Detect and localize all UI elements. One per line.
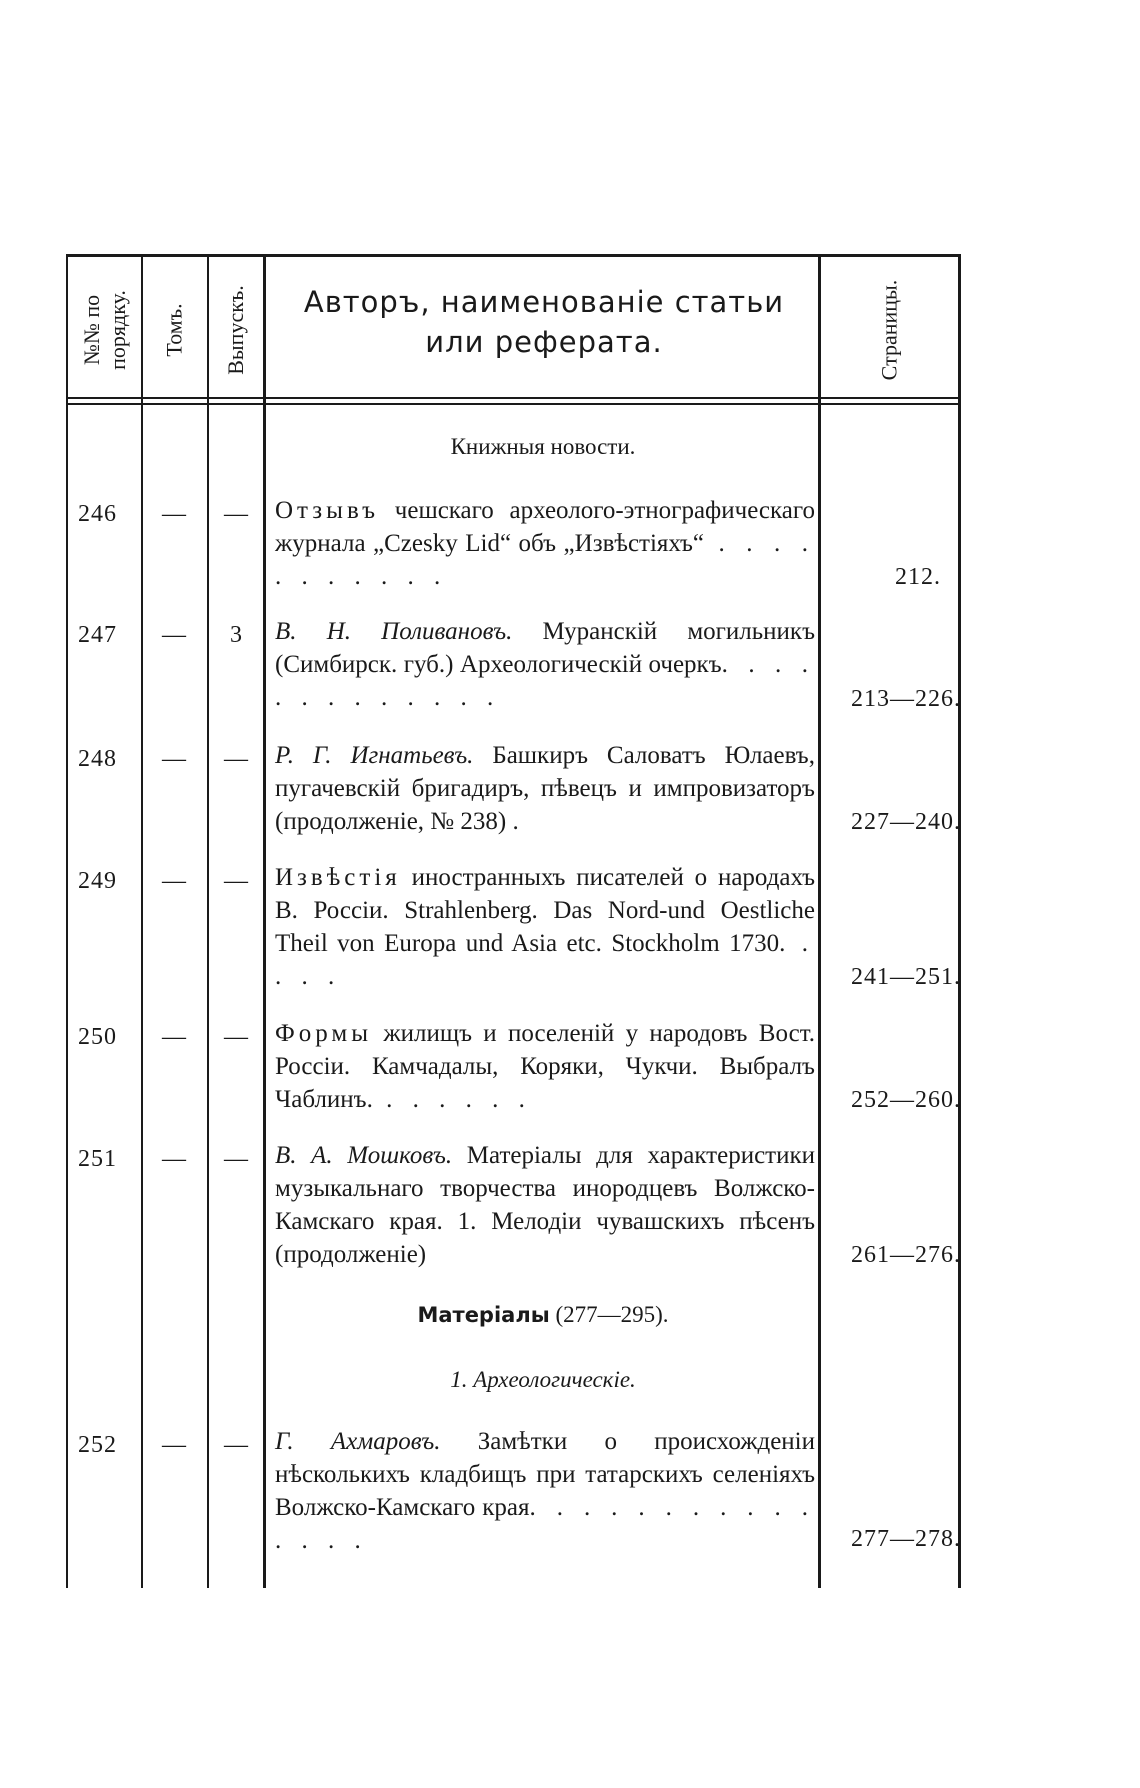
entry-pages: 252—260. <box>851 1087 961 1113</box>
entry-number: 252 <box>78 1432 117 1458</box>
entry-lead: Извѣстія <box>275 864 401 891</box>
entry-issue: — <box>224 1146 248 1172</box>
entry-issue: — <box>224 746 248 772</box>
entry-text <box>275 1139 815 1271</box>
entry-body: Замѣтки о происхожденіи нѣсколькихъ кладбищъ при татарскихъ селеніяхъ Волжско-Камскаго края <box>275 1428 815 1521</box>
entry-pages: 227—240. <box>851 809 961 835</box>
entry-dots: . . . . . . <box>372 1086 532 1113</box>
table-top-rule <box>66 254 961 257</box>
entry-volume: — <box>162 1432 186 1458</box>
entry-volume: — <box>162 501 186 527</box>
entry-text <box>275 739 815 838</box>
column-rule-1 <box>141 254 143 1588</box>
entry-issue: — <box>224 1024 248 1050</box>
entry-text <box>275 1017 815 1116</box>
entry-body: Матеріалы для характеристики музыкальнаго творчества инородцевъ Волжско-Камскаго края. 1. Мелодіи чувашскихъ пѣсенъ (продолженіе) <box>275 1142 815 1268</box>
entry-dots: . <box>506 808 519 835</box>
entry-number: 248 <box>78 746 117 772</box>
entry-pages: 213—226. <box>851 686 961 712</box>
entry-issue: — <box>224 868 248 894</box>
contents-table <box>66 254 961 1588</box>
entry-number: 249 <box>78 868 117 894</box>
entry-dots: . . . . . . . . . . . . . . . <box>275 1494 815 1554</box>
column-rule-2 <box>207 254 209 1588</box>
entry-pages: 277—278. <box>851 1526 961 1552</box>
entry-body: жилищъ и поселеній у народовъ Вост. Россіи. Камчадалы, Коряки, Чукчи. Выбралъ Чаблинъ. <box>275 1020 815 1113</box>
entry-issue: — <box>224 501 248 527</box>
header-volume: Томъ. <box>161 303 187 357</box>
section-materials <box>266 1302 820 1328</box>
entry-body: иностранныхъ писателей о народахъ В. Россіи. Strahlenberg. Das Nord-und Oestliche Theil von Europa und Asia etc. Stockholm 1730. <box>275 864 815 957</box>
column-rule-left <box>66 254 68 1588</box>
entry-pages: 212. <box>895 564 941 590</box>
entry-author: Г. Ахмаровъ. <box>275 1428 441 1455</box>
entry-number: 250 <box>78 1024 117 1050</box>
header-number: №№ по порядку. <box>78 290 130 370</box>
entry-volume: — <box>162 746 186 772</box>
entry-author: В. Н. Поливановъ. <box>275 618 513 645</box>
entry-body: Башкиръ Саловатъ Юлаевъ, пугачевскій бригадиръ, пѣвецъ и импровизаторъ (продолженіе, № 238) <box>275 742 815 835</box>
entry-text <box>275 861 815 993</box>
entry-dots: . . . . . . . . . . . <box>275 530 816 590</box>
entry-volume: — <box>162 622 186 648</box>
entry-number: 251 <box>78 1146 117 1172</box>
entry-lead: Отзывъ <box>275 497 380 524</box>
header-issue: Выпускъ. <box>223 285 248 375</box>
entry-dots: . . . . <box>275 930 815 990</box>
header-pages: Страницы. <box>876 279 902 381</box>
section-materials-title: Матеріалы <box>417 1303 550 1327</box>
header-title: Авторъ, наименованіе статьи или реферата. <box>303 285 785 359</box>
entry-text <box>275 494 815 593</box>
header-rule-2 <box>66 403 961 405</box>
entry-lead: Формы <box>275 1020 372 1047</box>
entry-volume: — <box>162 1024 186 1050</box>
entry-issue: — <box>224 1432 248 1458</box>
entry-number: 247 <box>78 622 117 648</box>
entry-pages: 241—251. <box>851 964 961 990</box>
section-book-news: Книжныя новости. <box>450 434 636 459</box>
entry-number: 246 <box>78 501 117 527</box>
entry-volume: — <box>162 868 186 894</box>
section-archaeological: 1. Археологическіе. <box>450 1367 636 1392</box>
entry-text <box>275 615 815 714</box>
entry-body: чешскаго археолого-этнографическаго журнала „Czesky Lid“ объ „Извѣстіяхъ“ <box>275 497 815 557</box>
section-materials-range: (277—295). <box>555 1302 669 1327</box>
entry-author: Р. Г. Игнатьевъ. <box>275 742 474 769</box>
entry-dots: . . . . . . . . . . . . . <box>275 651 815 711</box>
entry-body: Муранскій могильникъ (Симбирск. губ.) Археологическій очеркъ <box>275 618 815 678</box>
entry-pages: 261—276. <box>851 1242 961 1268</box>
entry-volume: — <box>162 1146 186 1172</box>
entry-issue: 3 <box>230 622 242 648</box>
entry-author: В. А. Мошковъ. <box>275 1142 453 1169</box>
entry-text <box>275 1425 815 1557</box>
column-rule-right <box>958 254 961 1588</box>
